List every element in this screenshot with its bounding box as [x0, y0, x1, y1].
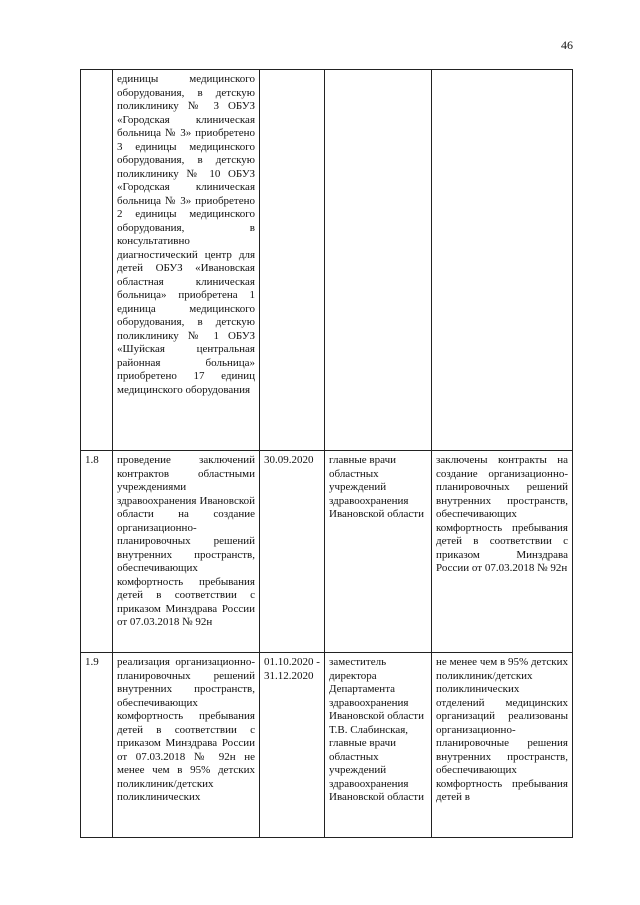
result-cell: [432, 70, 573, 451]
result-cell: не менее чем в 95% детских поликлиник/детских поликлинических отделений медицинских организаций реализованы организационно-планировочные решения внутренних пространств, обеспечивающих комфортность пребывания детей в: [432, 653, 573, 838]
page-number: 46: [561, 38, 573, 52]
deadline-cell: [260, 70, 325, 451]
deadline-cell: 01.10.2020 - 31.12.2020: [260, 653, 325, 838]
table-row: [81, 451, 573, 653]
activity-cell: реализация организационно-планировочных решений внутренних пространств, обеспечивающих комфортность пребывания детей в соответствии с приказом Минздрава России от 07.03.2018 № 92н не менее чем в 95% детских поликлиник/детских поликлинических: [113, 653, 260, 838]
activity-cell: единицы медицинского оборудования, в детскую поликлинику № 3 ОБУЗ «Городская клиническая больница № 3» приобретено 3 единицы медицинского оборудования, в детскую поликлинику № 10 ОБУЗ «Городская клиническая больница № 3» приобретено 2 единицы медицинского оборудования, в консультативно диагностический центр для детей ОБУЗ «Ивановская областная клиническая больница» приобретена 1 единица медицинского оборудования, в детскую поликлинику № 1 ОБУЗ «Шуйская центральная районная больница» приобретено 17 единиц медицинского оборудования: [113, 70, 260, 451]
item-number: 1.8: [81, 451, 113, 653]
result-cell: заключены контракты на создание организационно-планировочных решений внутренних пространств, обеспечивающих комфортность пребывания детей в соответствии с приказом Минздрава России от 07.03.2018 № 92н: [432, 451, 573, 653]
deadline-cell: 30.09.2020: [260, 451, 325, 653]
action-plan-table: [80, 69, 573, 838]
table-row: [81, 653, 573, 838]
activity-cell: проведение заключений контрактов областными учреждениями здравоохранения Ивановской области на создание организационно-планировочных решений внутренних пространств, обеспечивающих комфортность пребывания детей в соответствии с приказом Минздрава России от 07.03.2018 № 92н: [113, 451, 260, 653]
item-number: 1.9: [81, 653, 113, 838]
responsible-cell: заместитель директора Департамента здравоохранения Ивановской области Т.В. Слабинская, главные врачи областных учреждений здравоохранения Ивановской области: [325, 653, 432, 838]
table-row: [81, 70, 573, 451]
responsible-cell: [325, 70, 432, 451]
item-number: [81, 70, 113, 451]
responsible-cell: главные врачи областных учреждений здравоохранения Ивановской области: [325, 451, 432, 653]
